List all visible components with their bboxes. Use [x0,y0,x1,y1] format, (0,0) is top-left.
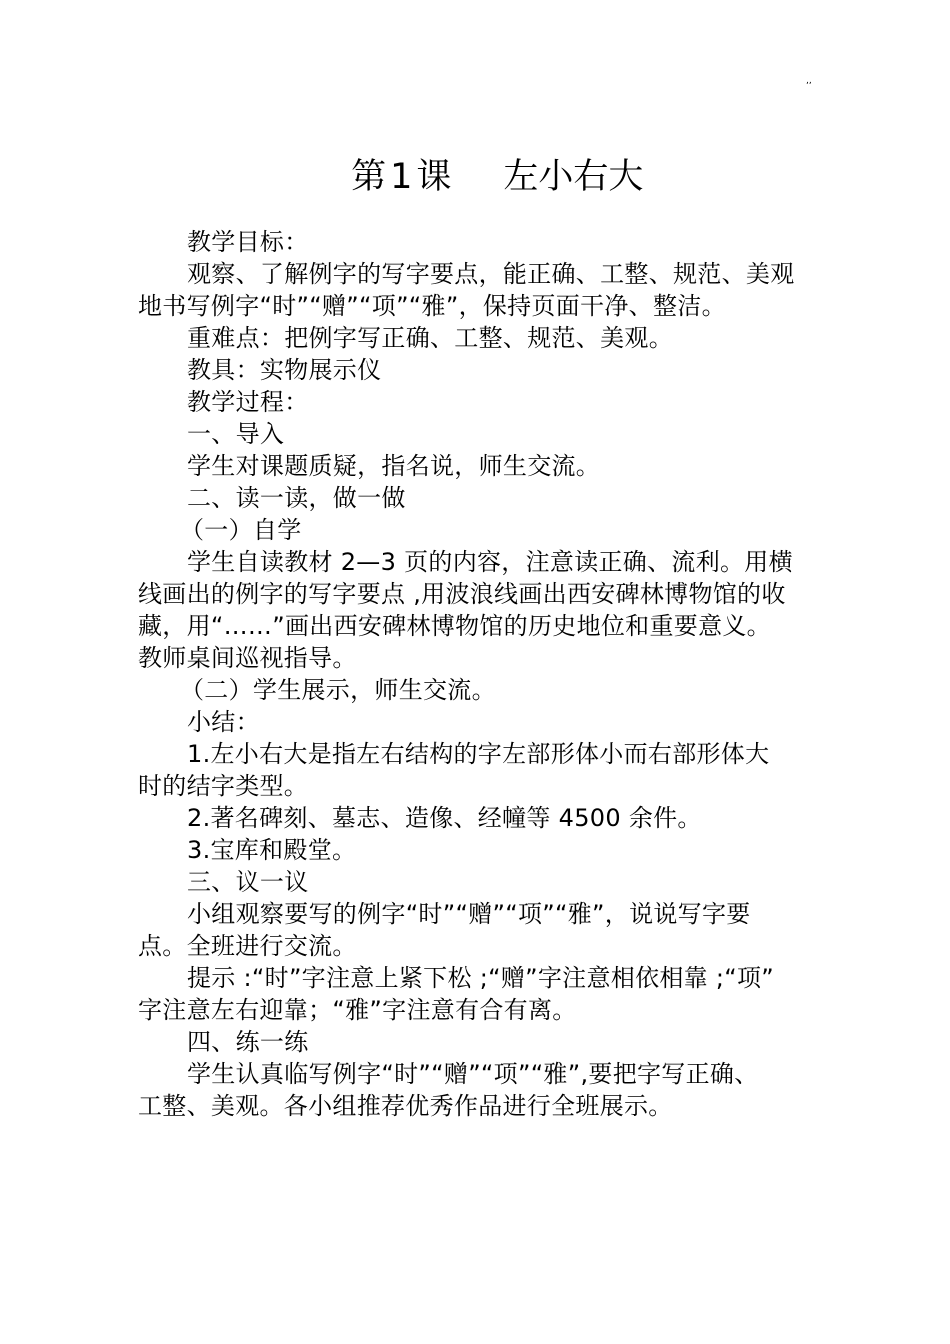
title-lesson-number: 1 [390,157,413,197]
section-heading-practice: 四、练一练 [187,1028,309,1056]
paragraph-line: 线画出的例字的写字要点 ,用波浪线画出西安碑林博物馆的收 [138,580,786,608]
paragraph-line: 学生对课题质疑，指名说，师生交流。 [187,452,601,480]
paragraph-line: 工整、美观。各小组推荐优秀作品进行全班展示。 [138,1092,673,1120]
summary-item-3: 3.宝库和殿堂。 [187,836,357,864]
title-lesson-unit: 课 [416,157,452,197]
paragraph-line: 点。全班进行交流。 [138,932,357,960]
section-heading-objectives: 教学目标： [187,228,309,256]
title-lesson-prefix: 第 [351,157,387,197]
hint-line: 提示 :“时”字注意上紧下松 ;“赠”字注意相依相靠 ;“项” [187,964,775,992]
paragraph-line: 地书写例字“时”“赠”“项”“雅”，保持页面干净、整洁。 [138,292,726,320]
summary-item-2: 2.著名碑刻、墓志、造像、经幢等 4500 余件。 [187,804,702,832]
paragraph-line: 学生认真临写例字“时”“赠”“项”“雅”,要把字写正确、 [187,1060,759,1088]
paragraph-line: 观察、了解例字的写字要点，能正确、工整、规范、美观 [187,260,795,288]
paragraph-line: 学生自读教材 2—3 页的内容，注意读正确、流利。用横 [187,548,793,576]
subsection-heading-self-study: （一）自学 [180,516,302,544]
key-points-line: 重难点：把例字写正确、工整、规范、美观。 [187,324,673,352]
summary-item-1-cont: 时的结字类型。 [138,772,309,800]
hint-line-cont: 字注意左右迎靠；“雅”字注意有合有离。 [138,996,577,1024]
section-heading-process: 教学过程： [187,388,309,416]
summary-item-1: 1.左小右大是指左右结构的字左部形体小而右部形体大 [187,740,770,768]
section-heading-discuss: 三、议一议 [187,868,309,896]
subsection-heading-showcase: （二）学生展示，师生交流。 [180,676,496,704]
teaching-aids-line: 教具：实物展示仪 [187,356,382,384]
paragraph-line: 教师桌间巡视指导。 [138,644,357,672]
paragraph-line: 藏，用“……”画出西安碑林博物馆的历史地位和重要意义。 [138,612,771,640]
title-topic: 左小右大 [503,157,644,197]
summary-heading: 小结： [187,708,260,736]
corner-mark: ,, [806,76,812,86]
section-heading-read: 二、读一读，做一做 [187,484,406,512]
paragraph-line: 小组观察要写的例字“时”“赠”“项”“雅”，说说写字要 [187,900,751,928]
section-heading-intro: 一、导入 [187,420,285,448]
